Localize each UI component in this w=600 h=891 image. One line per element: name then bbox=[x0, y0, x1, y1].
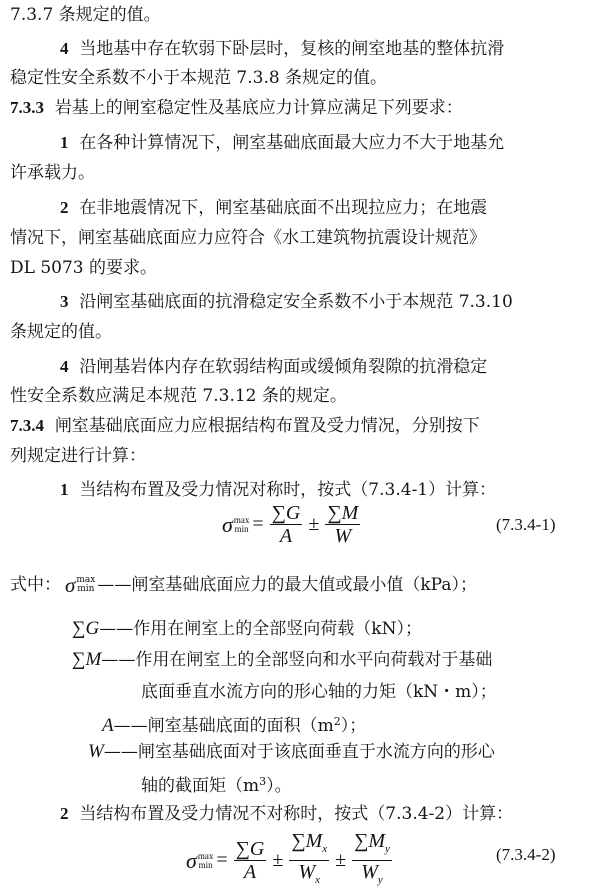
clause-heading: 7.3.4 闸室基础底面应力应根据结构布置及受力情况，分别按下 bbox=[10, 416, 480, 436]
text-line: 性安全系数应满足本规范 7.3.12 条的规定。 bbox=[10, 386, 347, 406]
text-line: 1 当结构布置及受力情况对称时，按式（7.3.4-1）计算： bbox=[60, 480, 497, 500]
text-line: 2 当结构布置及受力情况不对称时，按式（7.3.4-2）计算： bbox=[60, 804, 514, 824]
text-line: DL 5073 的要求。 bbox=[10, 258, 157, 278]
where-item-a: A——闸室基础底面的面积$(m^2)$； bbox=[102, 715, 367, 736]
text-line: 稳定性安全系数不小于本规范 7.3.8 条规定的值。 bbox=[10, 68, 388, 88]
where-item-sum-m-cont: 底面垂直水流方向的形心轴的力矩（kN・m）； bbox=[141, 682, 497, 702]
formula-7-3-4-1: σ max min = $\frac{\sum G}{A}$ ± $\frac{\sum M}{W}$ bbox=[222, 502, 359, 547]
where-item-sum-g: ∑G——作用在闸室上的全部竖向荷载（kN）； bbox=[72, 618, 422, 639]
text-line: 许承载力。 bbox=[10, 163, 95, 183]
text-line: 列规定进行计算： bbox=[10, 446, 146, 466]
where-item-sum-m: ∑M——作用在闸室上的全部竖向和水平向荷载对于基础 bbox=[72, 649, 493, 670]
text-line: 2 在非地震情况下，闸室基础底面不出现拉应力；在地震 bbox=[60, 198, 488, 218]
where-item-w: W——闸室基础底面对于该底面垂直于水流方向的形心 bbox=[88, 741, 495, 762]
text-line: 情况下，闸室基础底面应力应符合《水工建筑物抗震设计规范》 bbox=[10, 228, 486, 248]
formula-7-3-4-2: σ max min = $\frac{\sum G}{A}$ ± $\frac{\sum M_x}{W_x}$ ± $\frac{\sum M_y}{W_y}$ bbox=[186, 830, 390, 886]
clause-heading: 7.3.3 岩基上的闸室稳定性及基底应力计算应满足下列要求： bbox=[10, 98, 463, 118]
equation-number: (7.3.4-2) bbox=[496, 845, 556, 864]
text-line: 7.3.7 条规定的值。 bbox=[10, 5, 161, 25]
text-line: 4 沿闸基岩体内存在软弱结构面或缓倾角裂隙的抗滑稳定 bbox=[60, 357, 488, 377]
where-item-sigma: 式中： σ max min ——闸室基础底面应力的最大值或最小值（kPa）； bbox=[10, 573, 477, 597]
text-line: 4 当地基中存在软弱下卧层时，复核的闸室地基的整体抗滑 bbox=[60, 39, 505, 59]
where-item-w-cont: 轴的截面矩$(m^3)$。 bbox=[141, 775, 292, 796]
text-line: 3 沿闸室基础底面的抗滑稳定安全系数不小于本规范 7.3.10 bbox=[60, 292, 513, 312]
text-line: 条规定的值。 bbox=[10, 322, 112, 342]
equation-number: (7.3.4-1) bbox=[496, 515, 556, 534]
text-line: 1 在各种计算情况下，闸室基础底面最大应力不大于地基允 bbox=[60, 133, 505, 153]
